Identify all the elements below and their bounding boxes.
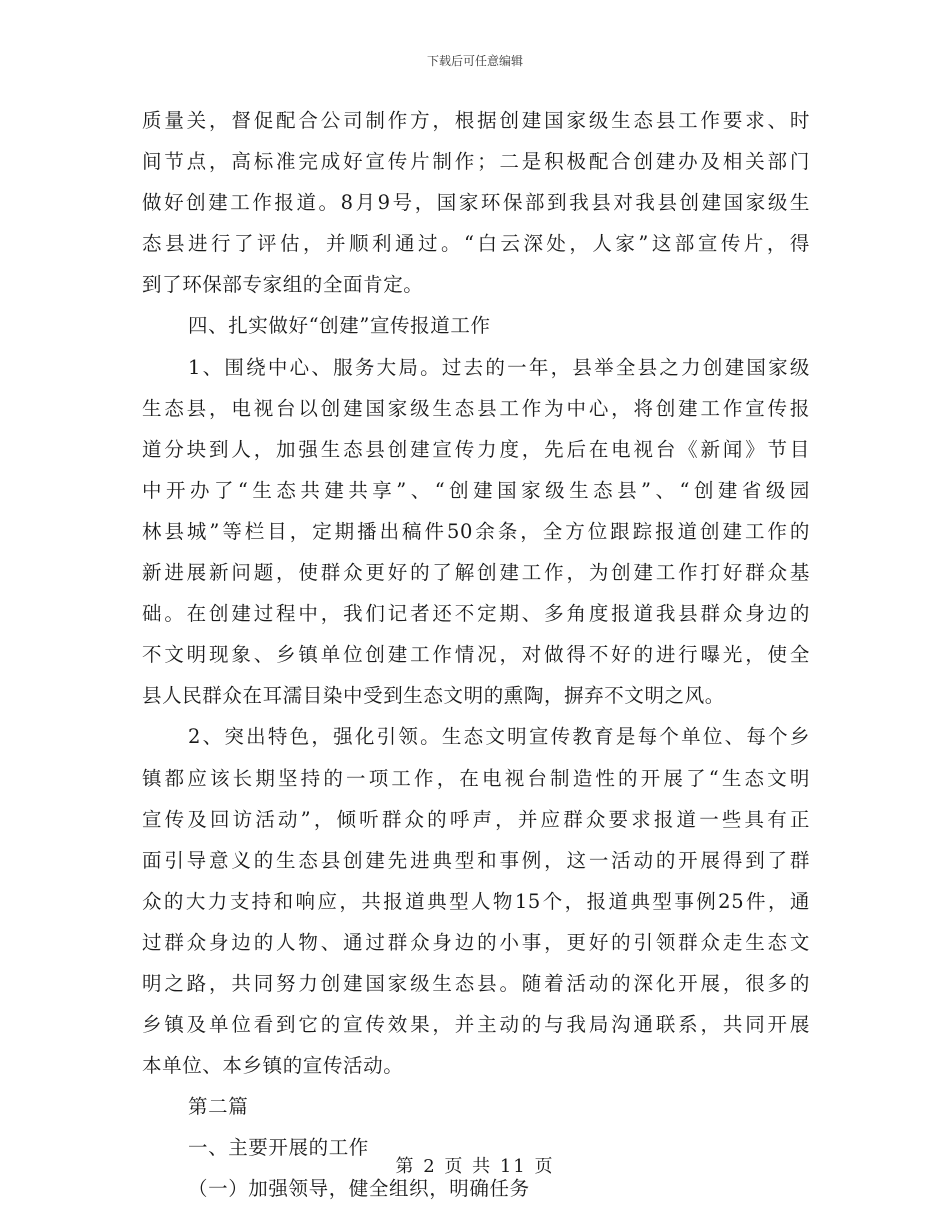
text-line: 态县进行了评估，并顺利通过。“白云深处，人家”这部宣传片，得 (142, 232, 810, 256)
text-line: 道分块到人，加强生态县创建宣传力度，先后在电视台《新闻》节目 (142, 437, 810, 461)
text-line: 2、突出特色，强化引领。生态文明宣传教育是每个单位、每个乡 (188, 725, 810, 749)
text-line: 一、主要开展的工作 (188, 1136, 369, 1160)
document-body (142, 100, 810, 1210)
text-line: 镇都应该长期坚持的一项工作，在电视台制造性的开展了“生态文明 (142, 766, 810, 790)
text-line: 间节点，高标准完成好宣传片制作；二是积极配合创建办及相关部门 (142, 150, 810, 174)
text-line: 林县城”等栏目，定期播出稿件50余条，全方位跟踪报道创建工作的 (142, 519, 810, 543)
text-line: 第二篇 (188, 1095, 249, 1119)
text-line: 宣传及回访活动”，倾听群众的呼声，并应群众要求报道一些具有正 (142, 807, 810, 831)
text-line: 众的大力支持和响应，共报道典型人物15个，报道典型事例25件，通 (142, 889, 810, 913)
page-footer: 第 2 页 共 11 页 (395, 1156, 555, 1177)
text-line: 1、围绕中心、服务大局。过去的一年，县举全县之力创建国家级 (188, 355, 810, 379)
text-line: 生态县，电视台以创建国家级生态县工作为中心，将创建工作宣传报 (142, 396, 810, 420)
text-line: （一）加强领导，健全组织，明确任务 (188, 1177, 530, 1201)
text-line: 新进展新问题，使群众更好的了解创建工作，为创建工作打好群众基 (142, 561, 810, 585)
text-line: 乡镇及单位看到它的宣传效果，并主动的与我局沟通联系，共同开展 (142, 1013, 810, 1037)
text-line: 础。在创建过程中，我们记者还不定期、多角度报道我县群众身边的 (142, 602, 810, 626)
text-line: 到了环保部专家组的全面肯定。 (142, 273, 424, 297)
text-line: 四、扎实做好“创建”宣传报道工作 (188, 314, 491, 338)
text-line: 做好创建工作报道。8月9号，国家环保部到我县对我县创建国家级生 (142, 191, 810, 215)
page-header: 下载后可任意编辑 (426, 54, 523, 68)
text-line: 中开办了“生态共建共享”、“创建国家级生态县”、“创建省级园 (142, 478, 810, 502)
text-line: 县人民群众在耳濡目染中受到生态文明的熏陶，摒弃不文明之风。 (142, 684, 725, 708)
text-line: 质量关，督促配合公司制作方，根据创建国家级生态县工作要求、时 (142, 109, 810, 132)
text-line: 明之路，共同努力创建国家级生态县。随着活动的深化开展，很多的 (142, 971, 810, 995)
text-line: 过群众身边的人物、通过群众身边的小事，更好的引领群众走生态文 (142, 930, 810, 954)
text-line: 不文明现象、乡镇单位创建工作情况，对做得不好的进行曝光，使全 (142, 643, 810, 667)
text-line: 面引导意义的生态县创建先进典型和事例，这一活动的开展得到了群 (142, 848, 810, 872)
text-line: 本单位、本乡镇的宣传活动。 (142, 1054, 404, 1078)
